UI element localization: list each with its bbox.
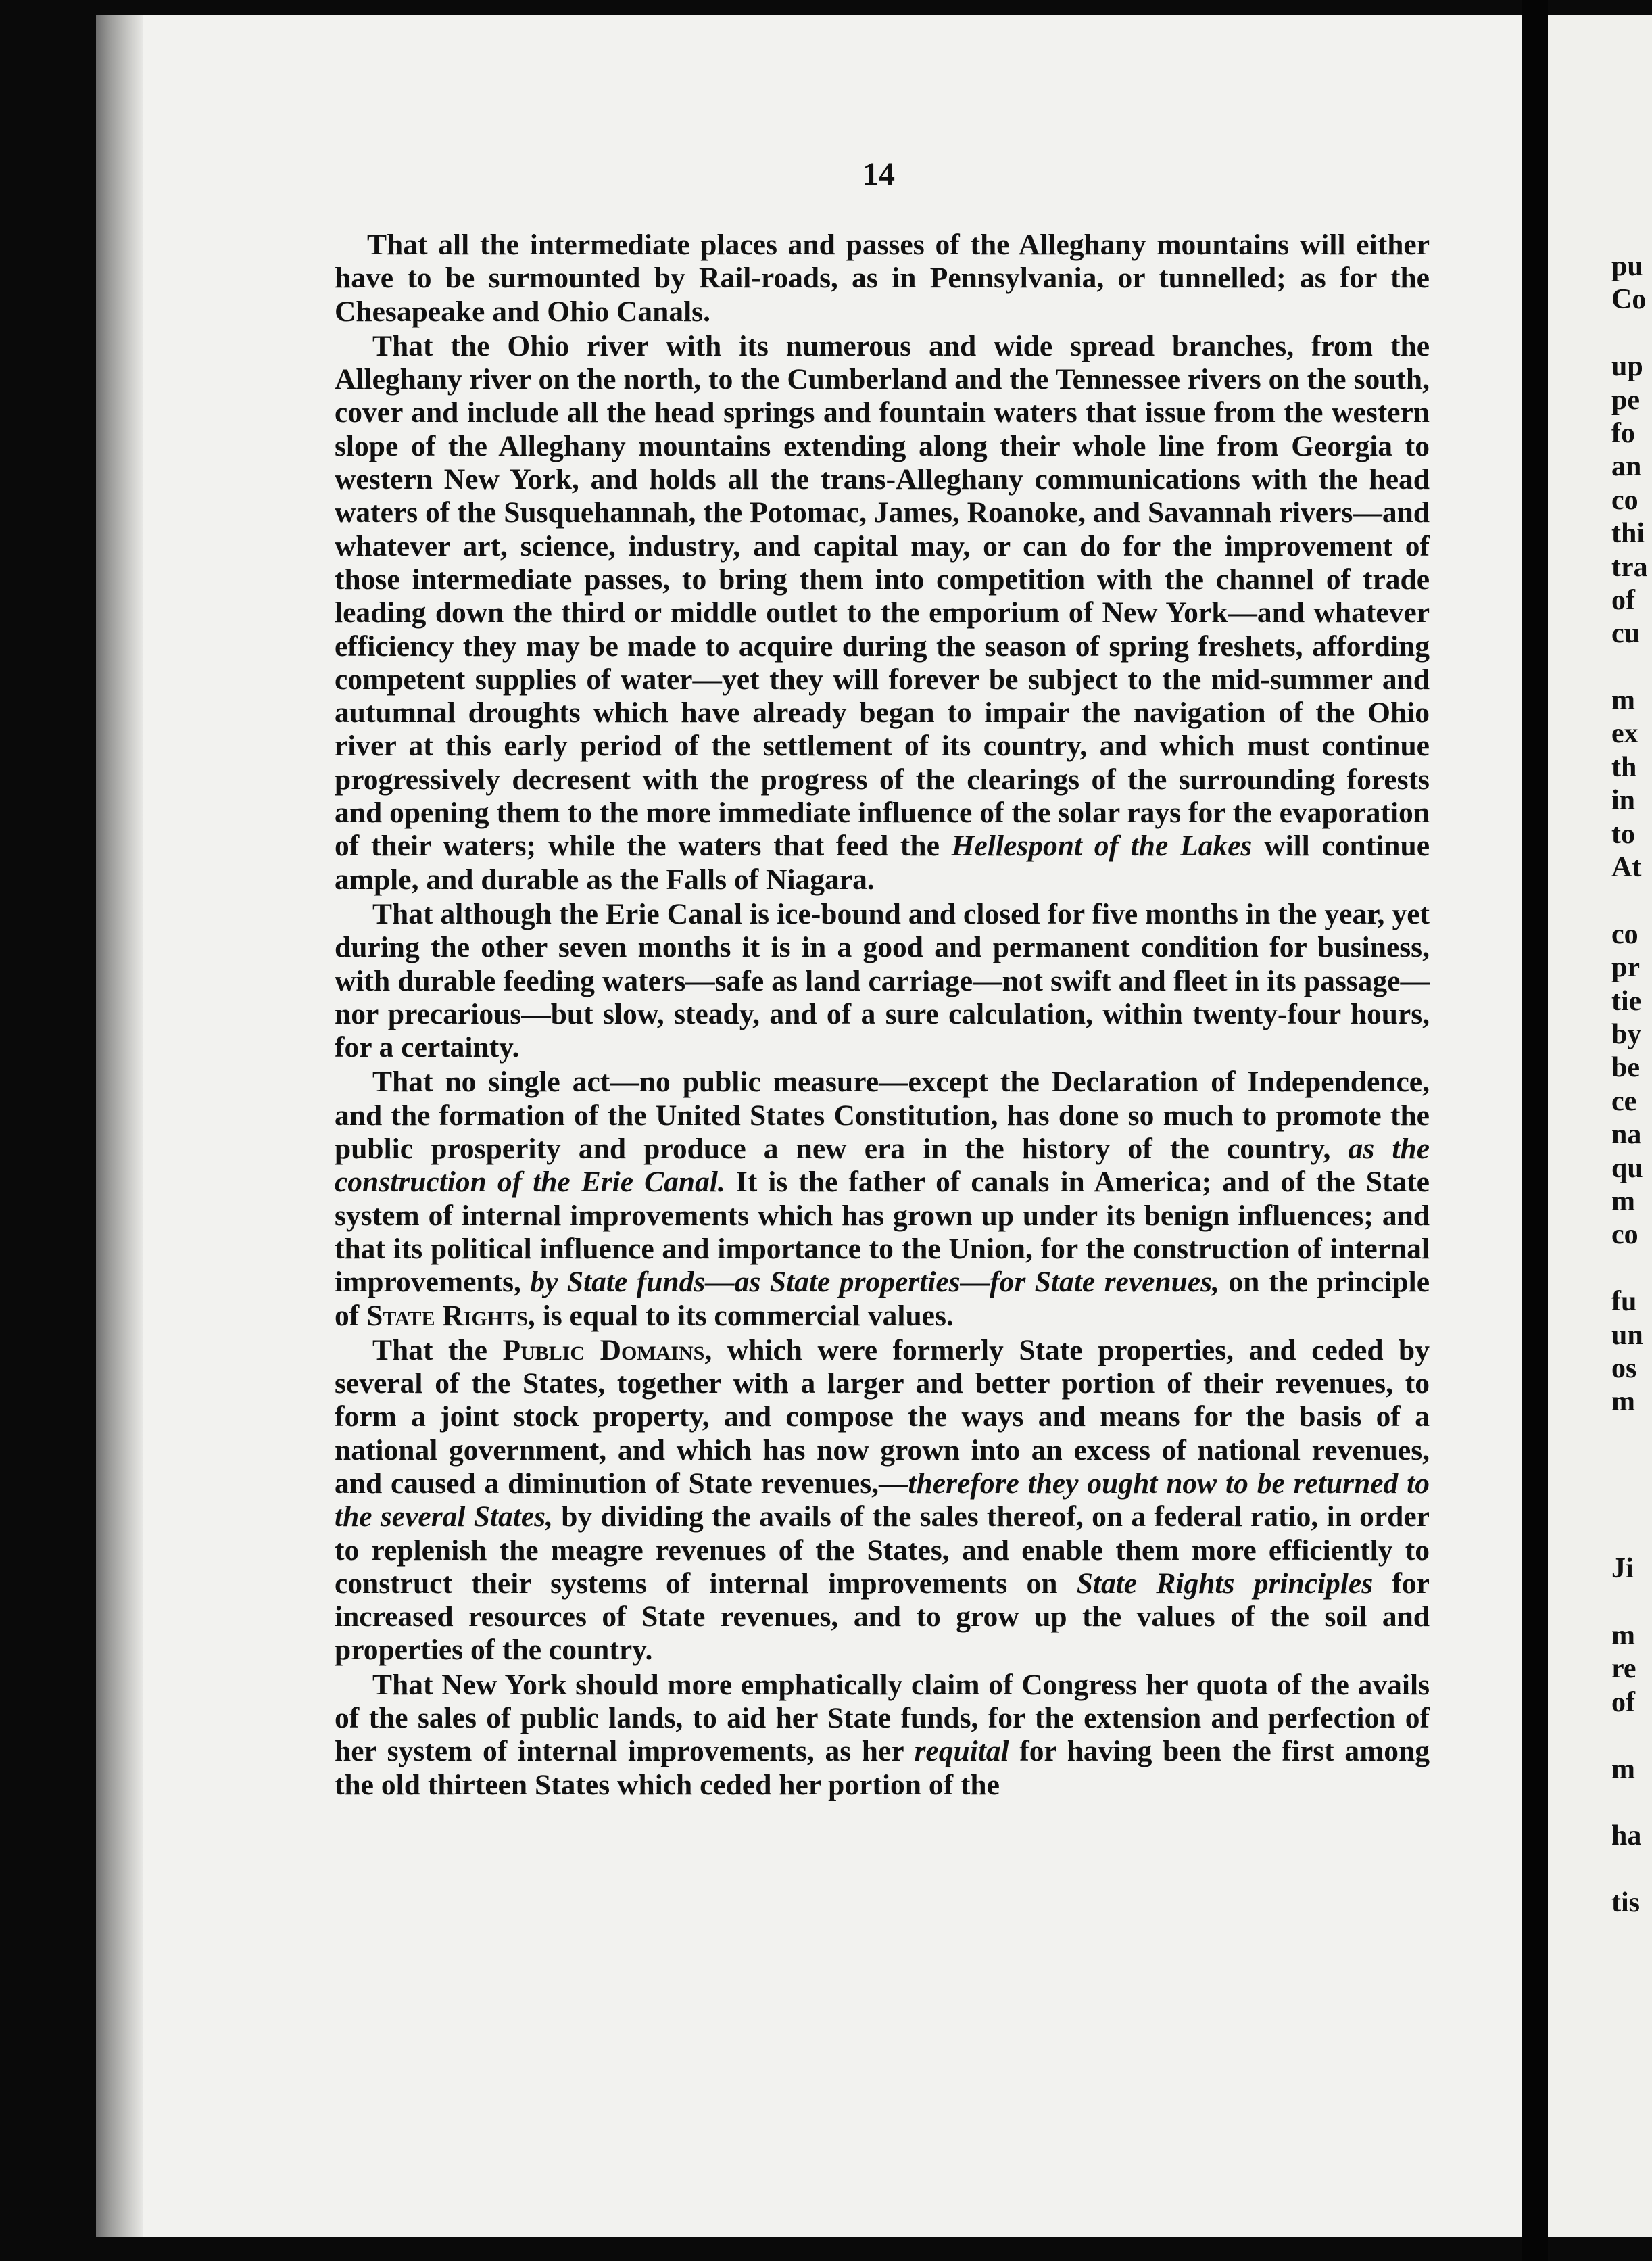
page-body [335,229,1430,1803]
facing-page-fragment: pu [1611,251,1643,282]
facing-page-fragment: by [1611,1018,1642,1050]
facing-page-fragment [1611,1252,1652,1285]
paragraph [335,1066,1430,1332]
text-run: for having been the first among the old thirteen States which ceded her portion of the [335,1735,1430,1801]
facing-page-fragment [1611,317,1652,350]
text-run: for increased resources of State revenues, and to grow up the values of the soil and properties of the country. [335,1567,1430,1667]
facing-page-fragment: tie [1611,985,1642,1017]
facing-page-fragment: an [1611,451,1642,483]
text-run: It is the father of canals in America; and of the State system of internal improvements which has grown up under its benign influences; and that its political influence and importance to the Union, for the construction of internal improvements, [335,1166,1430,1299]
page-edge-shadow [96,15,143,2237]
facing-page-fragment: m [1611,685,1635,717]
facing-page-text [1611,250,1652,1920]
facing-page-fragment: co [1611,918,1638,950]
facing-page-fragment [1611,884,1652,918]
facing-page-fragment: co [1611,484,1638,516]
facing-page-fragment [1611,651,1652,684]
facing-page-fragment [1611,1485,1652,1519]
facing-page-fragment: in [1611,785,1636,817]
facing-page-fragment: thi [1611,518,1645,550]
italic-text: State Rights principles [1076,1567,1374,1600]
text-run: That all the intermediate places and passes of the Alleghany mountains will either have to be surmounted by Rail-roads, as in Pennsylvania, or tunnelled; as for the Chesapeake and Ohio Canals. [335,229,1430,328]
facing-page-fragment: m [1611,1386,1635,1418]
text-run: That the [372,1333,503,1366]
facing-page-fragment: pe [1611,384,1640,416]
paragraph [335,330,1430,897]
text-run: which were formerly State properties, and ceded by several of the States, together with a larger and better portion of their revenues, to form a joint stock property, and compose the ways and means for the basis of a national government, and which has now grown into an excess of national revenues, and caused a diminution of State revenues,— [335,1333,1430,1500]
facing-page-fragment: pr [1611,952,1640,984]
facing-page-fragment: m [1611,1185,1635,1217]
facing-page-fragment: re [1611,1653,1636,1685]
italic-text: Hellespont of the Lakes [951,830,1253,863]
text-run: That although the Erie Canal is ice-bound and closed for five months in the year, yet during the other seven months it is in a good and permanent condition for business, with durable feeding waters—safe as land carriage—not swift and fleet in its passage—nor precarious—but slow, steady, and of a sure calculation, within twenty-four hours, for a certainty. [335,897,1430,1064]
facing-page-fragment [1611,1853,1652,1886]
facing-page-fragment: Ji [1611,1553,1634,1585]
text-run: on the principle of [335,1266,1430,1332]
facing-page-fragment: of [1611,1686,1635,1718]
facing-page-fragment: of [1611,584,1635,616]
facing-page-fragment [1611,1452,1652,1485]
facing-page-fragment: co [1611,1219,1638,1251]
facing-page-fragment: cu [1611,618,1640,650]
facing-page-fragment: fu [1611,1286,1637,1318]
facing-page-fragment: At [1611,852,1642,884]
text-run: by dividing the avails of the sales thereof, on a federal ratio, in order to replenish the meagre revenues of the States, and enable them more efficiently to construct their systems of internal improvements on [335,1500,1430,1600]
italic-text: by State funds—as State properties—for State revenues, [530,1266,1219,1299]
facing-page-fragment: ex [1611,718,1638,750]
facing-page-fragment: un [1611,1319,1643,1351]
facing-page-fragment: ha [1611,1820,1642,1852]
facing-page-fragment [1611,1419,1652,1452]
small-caps-text: State Rights, [366,1299,535,1332]
small-caps-text: Public Domains, [502,1333,712,1366]
facing-page-fragment: tis [1611,1887,1640,1919]
facing-page-fragment: Co [1611,284,1647,316]
text-run: is equal to its commercial values. [535,1299,954,1332]
paragraph [335,1334,1430,1667]
facing-page-fragment: up [1611,351,1643,383]
facing-page-fragment: os [1611,1352,1637,1384]
book-gutter [1522,0,1548,2261]
italic-text: as the construction of the Erie Canal. [335,1133,1430,1199]
facing-page-fragment: m [1611,1620,1635,1652]
text-run: That New York should more emphatically claim of Congress her quota of the avails of the sales of public lands, to aid her State funds, for the extension and perfection of her system of internal improvements, as her [335,1668,1430,1768]
facing-page-fragment: m [1611,1753,1635,1785]
text-run: That no single act—no public measure—except the Declaration of Independence, and the formation of the United States Constitution, has done so much to promote the public prosperity and produce a new era in the history of the country, [335,1066,1430,1166]
facing-page-fragment [1611,1786,1652,1819]
facing-page-fragment: tra [1611,551,1648,583]
italic-text: requital [914,1735,1009,1768]
facing-page-fragment [1611,1519,1652,1552]
facing-page-fragment [1611,1719,1652,1753]
paragraph [335,898,1430,1064]
facing-page-fragment: be [1611,1052,1640,1084]
italic-text: therefore they ought now to be returned to the several States, [335,1467,1430,1533]
paragraph [335,229,1430,329]
facing-page-fragment: na [1611,1119,1642,1151]
paragraph [335,1669,1430,1802]
text-run: That the Ohio river with its numerous and wide spread branches, from the Alleghany river on the north, to the Cumberland and the Tennessee rivers on the south, cover and include all the head springs and fountain waters that issue from the western slope of the Alleghany mountains extending along their whole line from Georgia to western New York, and holds all the trans-Alleghany communications with the head waters of the Susquehannah, the Potomac, James, Roanoke, and Savannah rivers—and whatever art, science, industry, and capital may, or can do for the improvement of those intermediate passes, to bring them into competition with the channel of trade leading down the third or middle outlet to the emporium of New York—and whatever efficiency they may be made to acquire during the season of spring freshets, affording competent supplies of water—yet they will forever be subject to the mid-summer and autumnal droughts which have already began to impair the navigation of the Ohio river at this early period of the settlement of its country, and which must continue progressively decresent with the progress of the clearings of the surrounding forests and opening them to the more immediate influence of the solar rays for the evaporation of their waters; while the waters that feed the [335,329,1430,863]
facing-page-fragment: th [1611,751,1637,783]
facing-page-fragment: qu [1611,1152,1643,1184]
facing-page-fragment: ce [1611,1085,1637,1117]
page-number: 14 [863,156,895,192]
text-run: will continue ample, and durable as the Falls of Niagara. [335,830,1430,896]
facing-page-fragment: to [1611,818,1635,850]
facing-page-fragment [1611,1586,1652,1619]
facing-page-fragment: fo [1611,417,1635,449]
